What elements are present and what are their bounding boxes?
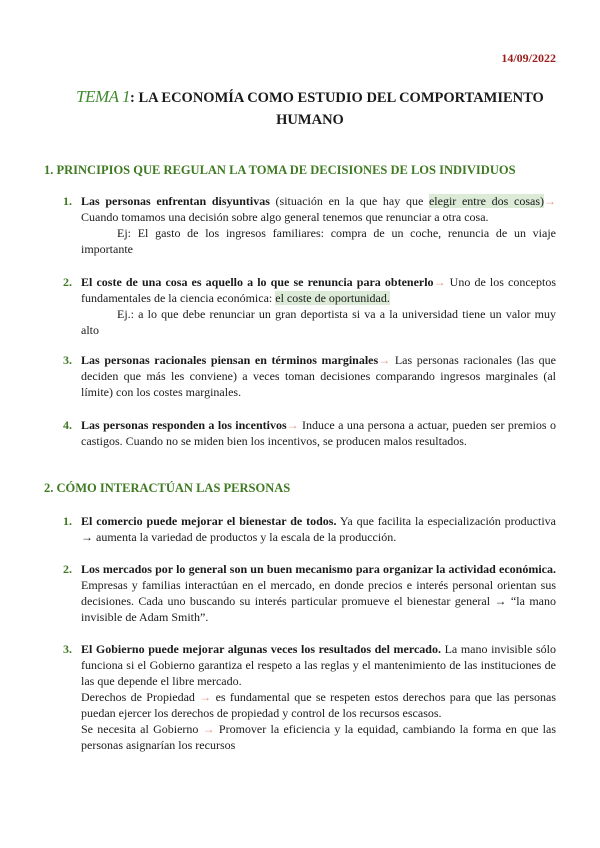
item-text: Ya que facilita la especialización productiva → aumenta la variedad de productos y la escala de la producción.	[81, 514, 557, 544]
item-text: Derechos de Propiedad	[81, 690, 200, 704]
item-title: El Gobierno puede mejorar algunas veces los resultados del mercado.	[81, 642, 441, 656]
example-text: Ej.: a lo que debe renunciar un gran deportista si va a la universidad tiene un valor muy alto	[81, 307, 556, 337]
list-item	[63, 513, 556, 545]
item-number: 1.	[63, 194, 72, 208]
item-text: La mano invisible sólo funciona si el Gobierno garantiza el respeto a las reglas y el mantenimiento de las instituciones de las que depende el libre mercado.	[81, 642, 557, 688]
arrow-icon: →	[286, 418, 299, 432]
item-number: 4.	[63, 418, 72, 432]
page-title	[60, 86, 560, 131]
list-item	[63, 417, 556, 449]
item-text: es fundamental que se respeten estos derechos para que las personas puedan ejercer los derechos de propiedad y control de los recursos escasos.	[81, 690, 556, 720]
section-heading: 1. PRINCIPIOS QUE REGULAN LA TOMA DE DECISIONES DE LOS INDIVIDUOS	[44, 163, 516, 177]
item-text: (situación en la que hay que	[269, 194, 429, 208]
date: 14/09/2022	[501, 51, 556, 65]
tema-label: TEMA 1	[76, 87, 130, 106]
list-item	[63, 274, 556, 338]
item-text: Las personas racionales (las que deciden que más les conviene) a veces toman decisiones comparando ingresos marginales (al límite) con los costes marginales.	[81, 353, 556, 399]
section-heading: 2. CÓMO INTERACTÚAN LAS PERSONAS	[44, 481, 291, 495]
list-item	[63, 641, 556, 753]
item-number: 3.	[63, 353, 72, 367]
item-number: 2.	[63, 562, 72, 576]
item-text: Se necesita al Gobierno	[81, 722, 203, 736]
arrow-icon: →	[543, 194, 556, 208]
item-text: Promover la eficiencia y la equidad, cambiando la forma en que las personas asignarían los recursos	[81, 722, 557, 752]
item-title: El comercio puede mejorar el bienestar de todos.	[81, 514, 337, 528]
item-number: 1.	[63, 514, 72, 528]
list-item	[63, 352, 556, 400]
item-text: Uno de los conceptos fundamentales de la ciencia económica:	[81, 275, 556, 305]
item-title: Las personas responden a los incentivos	[81, 418, 287, 432]
highlight: elegir entre dos cosas)	[428, 194, 544, 208]
item-title: Las personas racionales piensan en términos marginales	[81, 353, 379, 367]
item-number: 2.	[63, 275, 72, 289]
highlight: el coste de oportunidad.	[275, 291, 390, 305]
arrow-icon: →	[199, 690, 212, 704]
title-text: : LA ECONOMÍA COMO ESTUDIO DEL COMPORTAMIENTO HUMANO	[129, 90, 544, 128]
list-item	[63, 561, 556, 625]
item-text: Cuando tomamos una decisión sobre algo general tenemos que renunciar a otra cosa.	[81, 210, 489, 224]
arrow-icon: →	[433, 275, 446, 289]
list-item	[63, 193, 556, 257]
item-title: Las personas enfrentan disyuntivas	[81, 194, 270, 208]
item-number: 3.	[63, 642, 72, 656]
arrow-icon: →	[378, 353, 391, 367]
item-title: Los mercados por lo general son un buen mecanismo para organizar la actividad económica.	[81, 562, 556, 576]
item-text: Empresas y familias interactúan en el mercado, en donde precios e interés personal orientan sus decisiones. Cada uno buscando su interés particular promueve el bienestar general → “la mano invisible de Adam Smith”.	[81, 578, 556, 624]
arrow-icon: →	[202, 722, 215, 736]
item-text: Induce a una persona a actuar, pueden ser premios o castigos. Cuando no se miden bien los incentivos, se producen malos resultados.	[81, 418, 556, 448]
example-text: Ej: El gasto de los ingresos familiares: compra de un coche, renuncia de un viaje importante	[81, 226, 556, 256]
item-title: El coste de una cosa es aquello a lo que se renuncia para obtenerlo	[81, 275, 434, 289]
